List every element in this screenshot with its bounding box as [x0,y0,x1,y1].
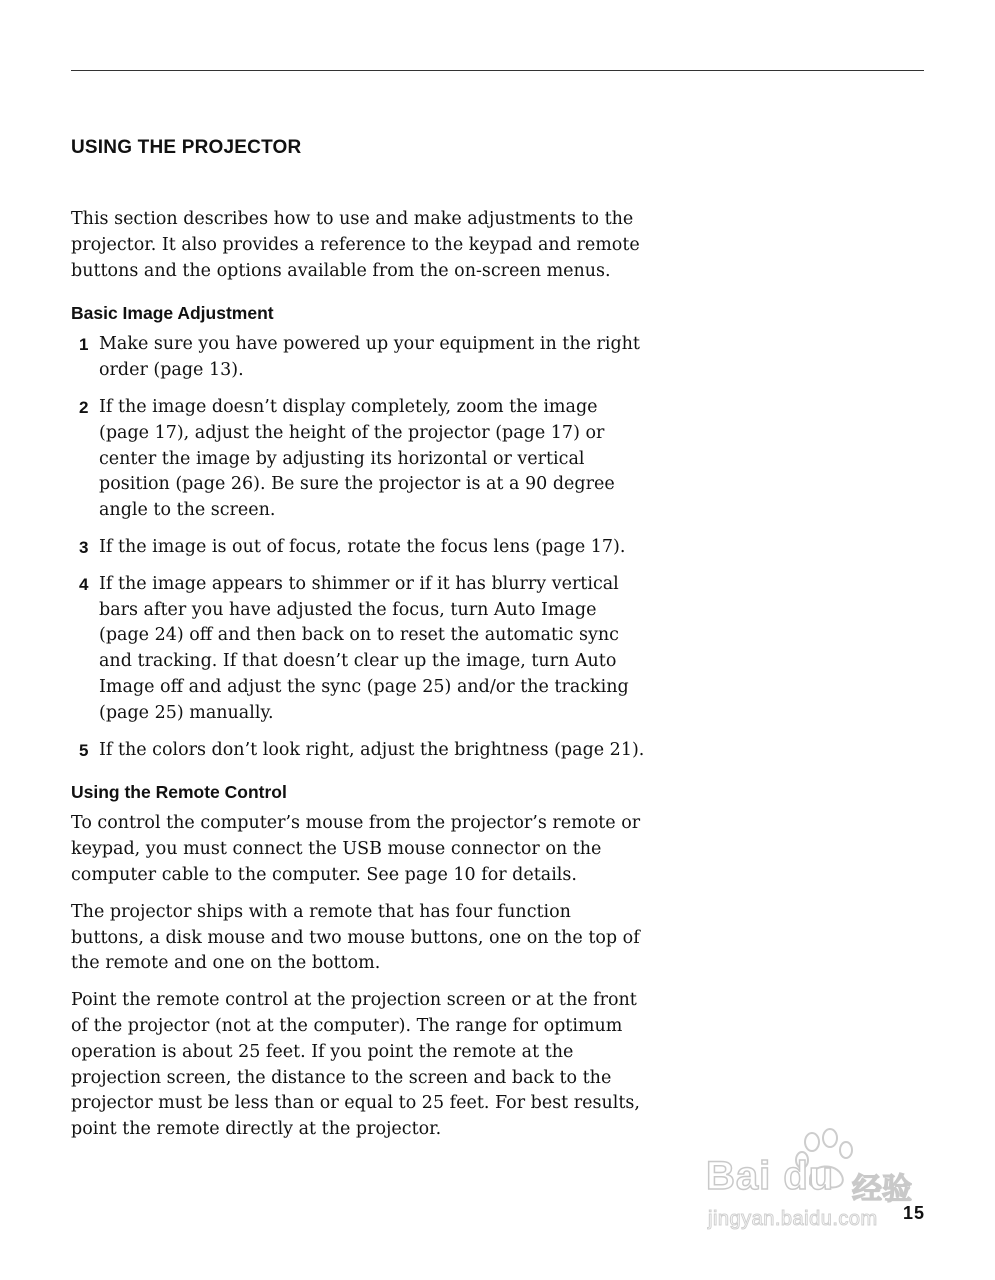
remote-control-heading: Using the Remote Control [71,782,287,803]
body-text [71,207,646,1154]
remote-paragraph: Point the remote control at the projection screen or at the front of the projector (not at the computer). The range for optimum operation is about 25 feet. If you point the remote at the projection screen, the distance to the screen and back to the projector must be less than or equal to 25 feet. For best results, point the remote directly at the projector. [71,990,640,1140]
page-number: 15 [903,1203,926,1223]
step-number: 5 [79,740,89,760]
step-text: If the colors don’t look right, adjust the brightness (page 21). [99,739,645,760]
list-item [71,572,646,727]
step-text: If the image is out of focus, rotate the focus lens (page 17). [99,536,626,557]
remote-paragraph: The projector ships with a remote that has four function buttons, a disk mouse and two mouse buttons, one on the top of the remote and one on the bottom. [71,901,640,974]
step-number: 1 [79,335,89,355]
list-item [71,332,646,384]
watermark-cn-text: 经验 [852,1172,912,1207]
header-rule [71,70,924,71]
adjustment-steps [71,332,646,763]
step-text: Make sure you have powered up your equipment in the right order (page 13). [99,334,640,381]
intro-paragraph: This section describes how to use and make adjustments to the projector. It also provides a reference to the keypad and remote buttons and the options available from the on-screen menus. [71,209,640,281]
watermark-url: jingyan.baidu.com [708,1208,878,1230]
section-title: USING THE PROJECTOR [71,137,302,158]
basic-adjustment-heading: Basic Image Adjustment [71,303,274,324]
step-text: If the image appears to shimmer or if it has blurry vertical bars after you have adjusted the focus, turn Auto Image (page 24) off and then back on to reset the automatic sync and tracking. If that doesn’t clear up the image, turn Auto Image off and adjust the sync (page 25) and/or the tracking (page 25) manually. [99,573,629,723]
baidu-watermark [700,1128,940,1243]
step-number: 4 [79,574,89,594]
list-item [71,535,646,561]
list-item [71,395,646,524]
list-item [71,738,646,764]
step-number: 2 [79,397,89,417]
remote-paragraph: To control the computer’s mouse from the projector’s remote or keypad, you must connect the USB mouse connector on the computer cable to the computer. See page 10 for details. [71,813,641,885]
watermark-logo: Bai du [706,1154,835,1198]
step-number: 3 [79,537,89,557]
step-text: If the image doesn’t display completely, zoom the image (page 17), adjust the height of the projector (page 17) or center the image by adjusting its horizontal or vertical position (page 26). Be sure the projector is at a 90 degree angle to the screen. [99,396,615,521]
